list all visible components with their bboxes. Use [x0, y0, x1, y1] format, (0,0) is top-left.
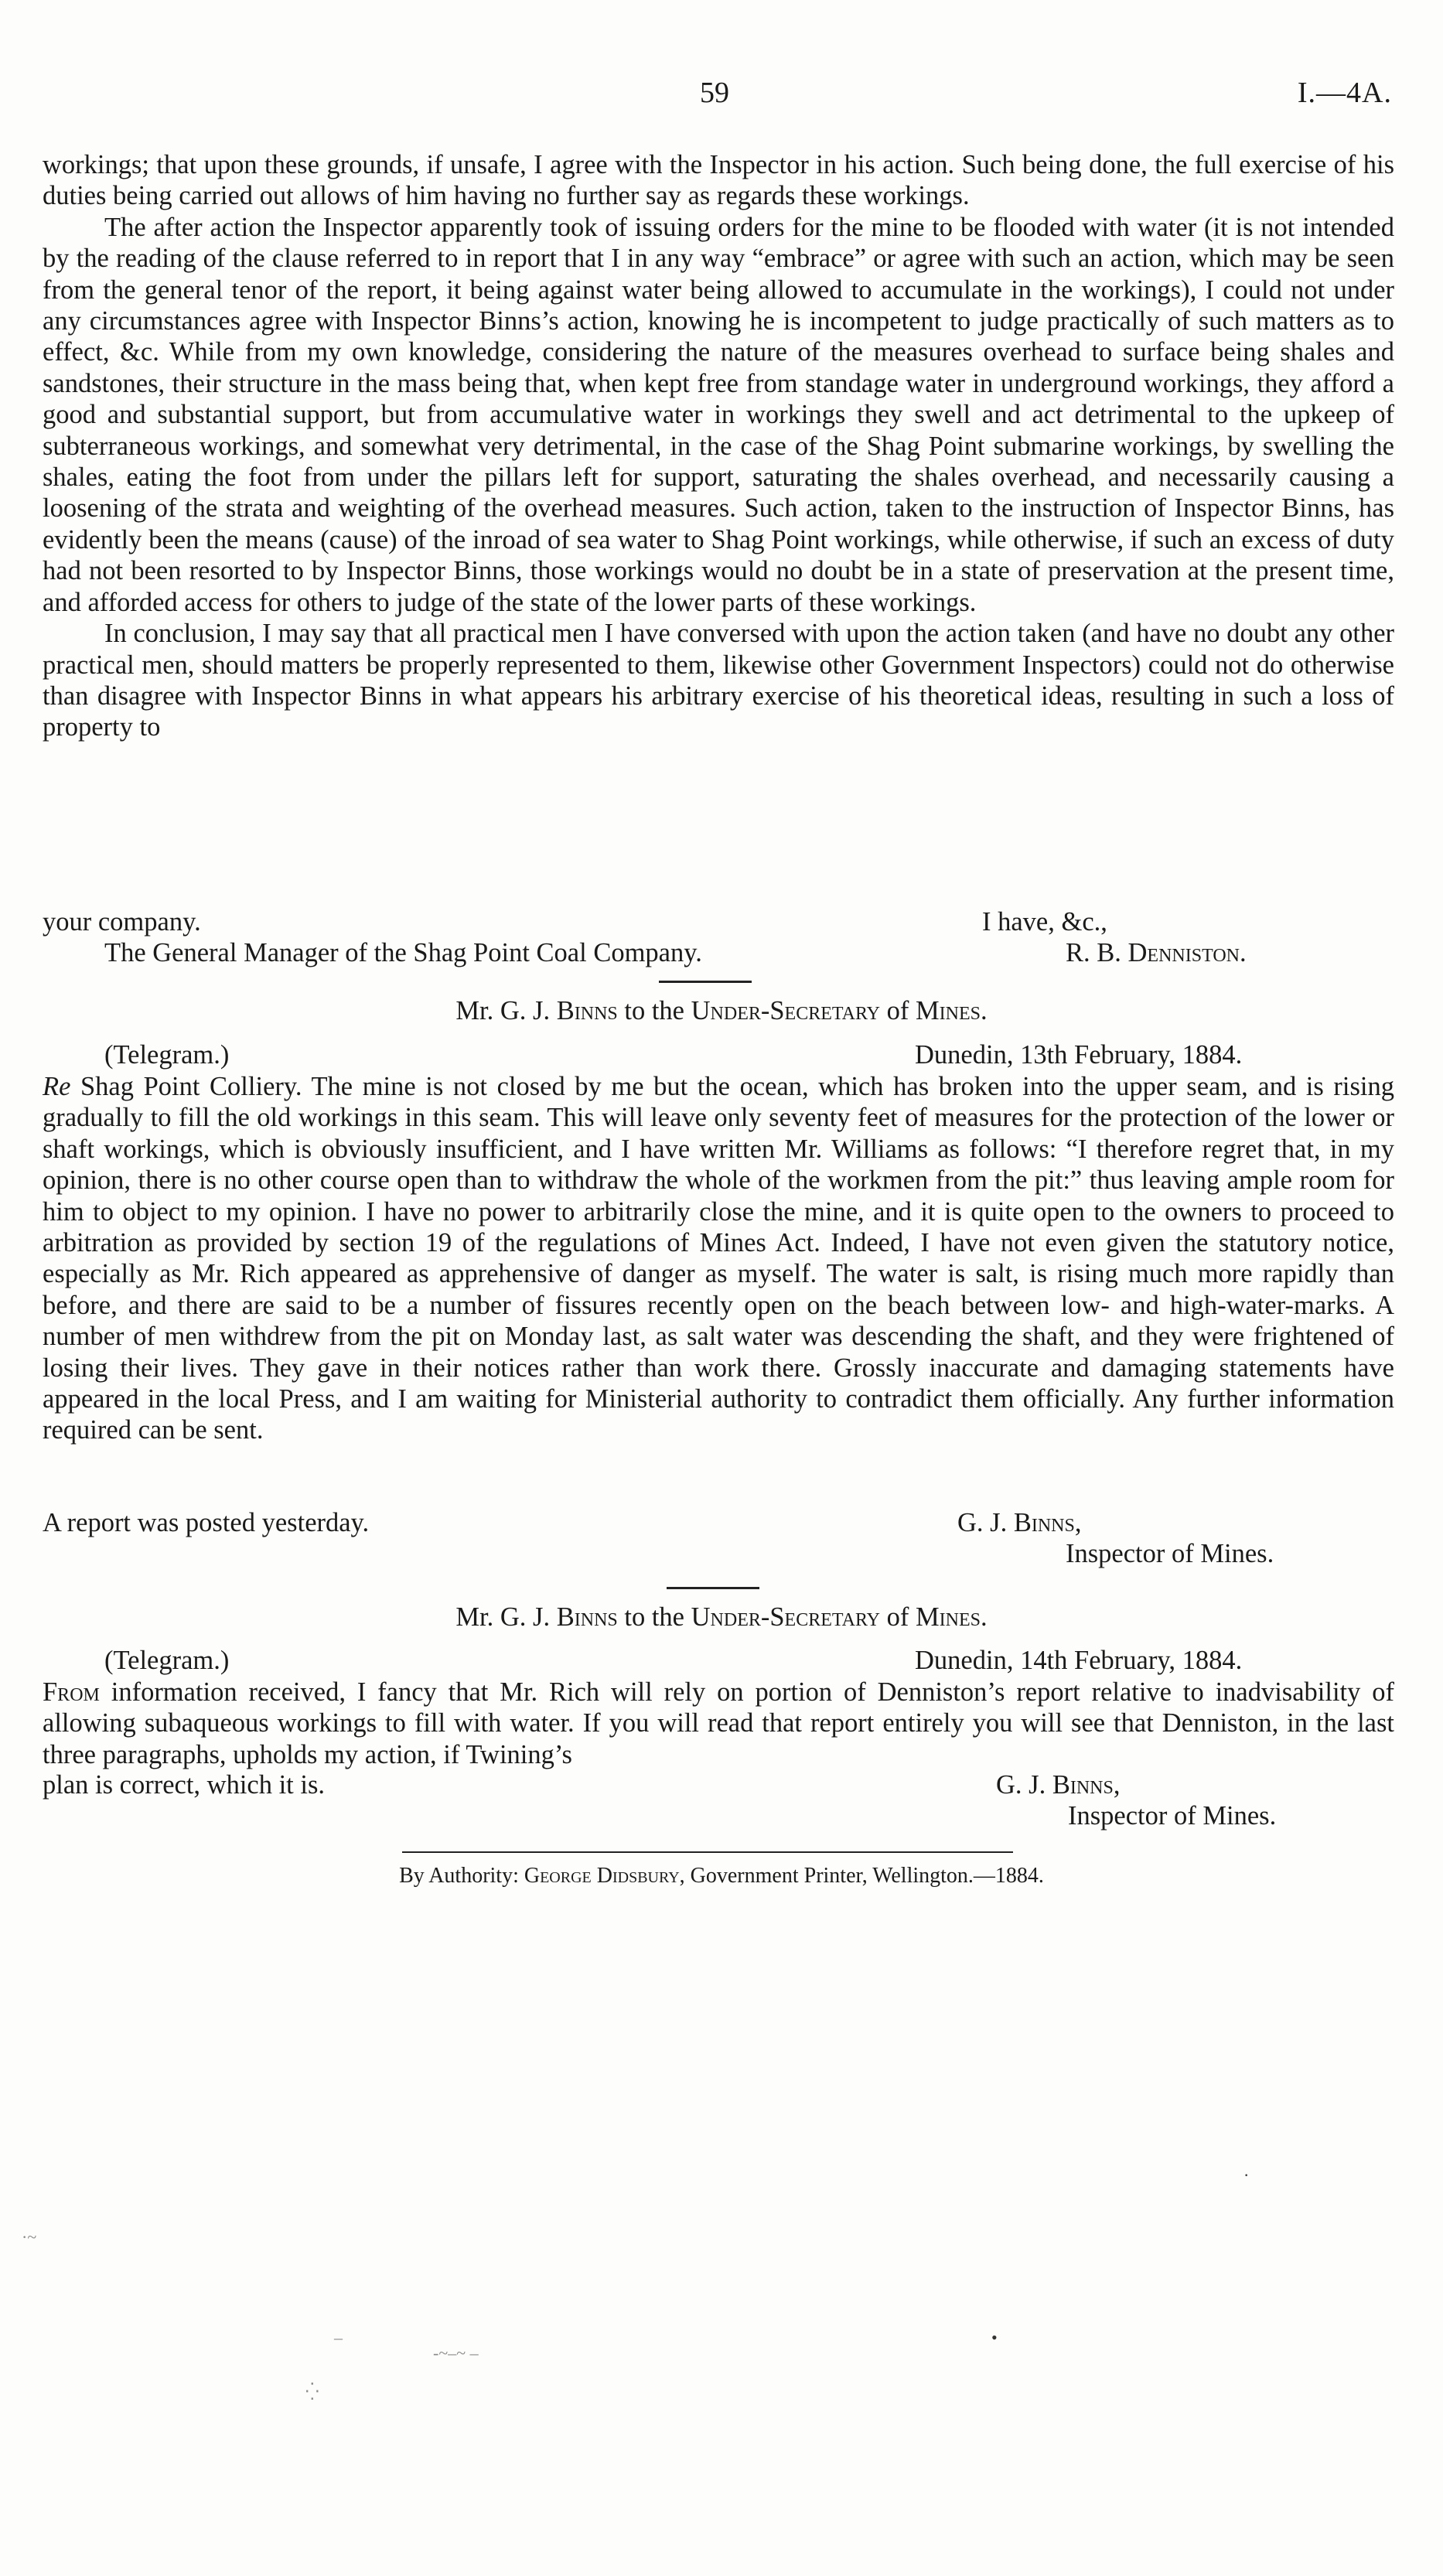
- section-divider: [667, 1587, 759, 1589]
- telegram2-first-word: From: [43, 1677, 100, 1707]
- telegram1-place-date: Dunedin, 13th February, 1884.: [915, 1040, 1243, 1070]
- letter-last-line: your company.: [43, 907, 201, 937]
- paragraph-workings: workings; that upon these grounds, if unsafe, I agree with the Inspector in his action. Such being done, the full exercise of his duties being carried out allows of him having no further say as regards these workings.: [43, 150, 1394, 211]
- document-reference: I.—4A.: [1297, 77, 1392, 109]
- telegram1-signature: G. J. Binns,: [957, 1508, 1082, 1537]
- scan-speck: ·~: [22, 2227, 37, 2247]
- scan-speck: •: [991, 2328, 998, 2347]
- paragraph-conclusion: In conclusion, I may say that all practical men I have conversed with upon the action taken (and have no doubt any other practical men, should matters be properly represented to them, likewise other Government Inspectors) could not do otherwise than disagree with Inspector Binns in what appears his arbitrary exercise of his theoretical ideas, resulting in such a loss of property to: [43, 619, 1394, 742]
- scan-speck: –: [334, 2328, 343, 2347]
- imprint-divider: [402, 1851, 1013, 1853]
- telegram1-body: [43, 1071, 1394, 1446]
- section-divider: [659, 981, 752, 983]
- scan-speck: -~‒~ ‒: [433, 2343, 479, 2363]
- telegram2-type: (Telegram.): [104, 1646, 230, 1675]
- scan-speck: ⁛: [305, 2382, 319, 2401]
- telegram1-type: (Telegram.): [104, 1040, 230, 1070]
- letter-closing: I have, &c.,: [982, 907, 1107, 937]
- re-label: Re: [43, 1072, 71, 1101]
- telegram1-body-text: Shag Point Colliery. The mine is not closed by me but the ocean, which has broken into the upper seam, and is rising gradually to fill the old workings in this seam. This will leave only seventy feet of measures for the protection of the lower or shaft workings, which is obviously insufficient, and I have written Mr. Williams as follows: “I therefore regret that, in my opinion, there is no other course open than to withdraw the whole of the workmen from the pit:” thus leaving ample room for him to object to my opinion. I have no power to arbitrarily close the mine, and it is quite open to the owners to proceed to arbitration as provided by section 19 of the regulations of Mines Act. Indeed, I have not even given the statutory notice, especially as Mr. Rich appeared as apprehensive of danger as myself. The water is salt, is rising much more rapidly than before, and there are said to be a number of fissures recently open on the beach between low- and high-water-marks. A number of men withdrew from the pit on Monday last, as salt water was descending the shaft, and they were frightened of losing their lives. They gave in their notices rather than work there. Grossly inaccurate and damaging statements have appeared in the local Press, and I am waiting for Ministerial authority to contradict them officially. Any further information required can be sent.: [43, 1072, 1395, 1445]
- telegram1-heading: Mr. G. J. Binns to the Under-Secretary of Mines.: [455, 996, 988, 1025]
- telegram2-body: [43, 1677, 1394, 1770]
- telegram2-title: Inspector of Mines.: [1068, 1801, 1277, 1830]
- letter-addressee: The General Manager of the Shag Point Coal Company.: [104, 938, 702, 967]
- telegram1-last-line: A report was posted yesterday.: [43, 1508, 370, 1537]
- paragraph-after-action: The after action the Inspector apparently took of issuing orders for the mine to be flooded with water (it is not intended by the reading of the clause referred to in report that I in any way “embrace” or agree with such an action, which may be seen from the general tenor of the report, it being against water being allowed to accumulate in the workings), I could not under any circumstances agree with Inspector Binns’s action, knowing he is incompetent to judge practically of such matters as to effect, &c. While from my own knowledge, considering the nature of the measures overhead to surface being shales and sandstones, their structure in the mass being that, when kept free from standage water in underground workings, they afford a good and substantial support, but from accumulative water in workings they swell and act detrimental to the upkeep of subterraneous workings, and somewhat very detrimental, in the case of the Shag Point submarine workings, by swelling the shales, eating the foot from under the pillars left for support, saturating the shales overhead, and necessarily causing a loosening of the strata and weighting of the overhead measures. Such action, taken to the instruction of Inspector Binns, has evidently been the means (cause) of the inroad of sea water to Shag Point workings, while otherwise, if such an excess of duty had not been resorted to by Inspector Binns, those workings would no doubt be in a state of preservation at the present time, and afforded access for others to judge of the state of the lower parts of these workings.: [43, 212, 1394, 617]
- page-number: 59: [700, 77, 729, 109]
- printer-imprint: By Authority: George Didsbury, Government Printer, Wellington.—1884.: [399, 1864, 1044, 1888]
- telegram2-last-line: plan is correct, which it is.: [43, 1770, 326, 1800]
- telegram2-body-text: information received, I fancy that Mr. Rich will rely on portion of Denniston’s report relative to inadvisability of allowing subaqueous workings to fill with water. If you will read that report entirely you will see that Denniston, in the last three paragraphs, upholds my action, if Twining’s: [43, 1677, 1394, 1769]
- telegram1-title: Inspector of Mines.: [1066, 1539, 1274, 1568]
- telegram2-place-date: Dunedin, 14th February, 1884.: [915, 1646, 1243, 1675]
- telegram2-signature: G. J. Binns,: [996, 1770, 1121, 1800]
- scan-speck: ·: [1243, 2165, 1250, 2185]
- letter-signature: R. B. Denniston.: [1066, 938, 1247, 967]
- letter-continuation: [43, 149, 1394, 743]
- telegram2-heading: Mr. G. J. Binns to the Under-Secretary of Mines.: [455, 1602, 988, 1632]
